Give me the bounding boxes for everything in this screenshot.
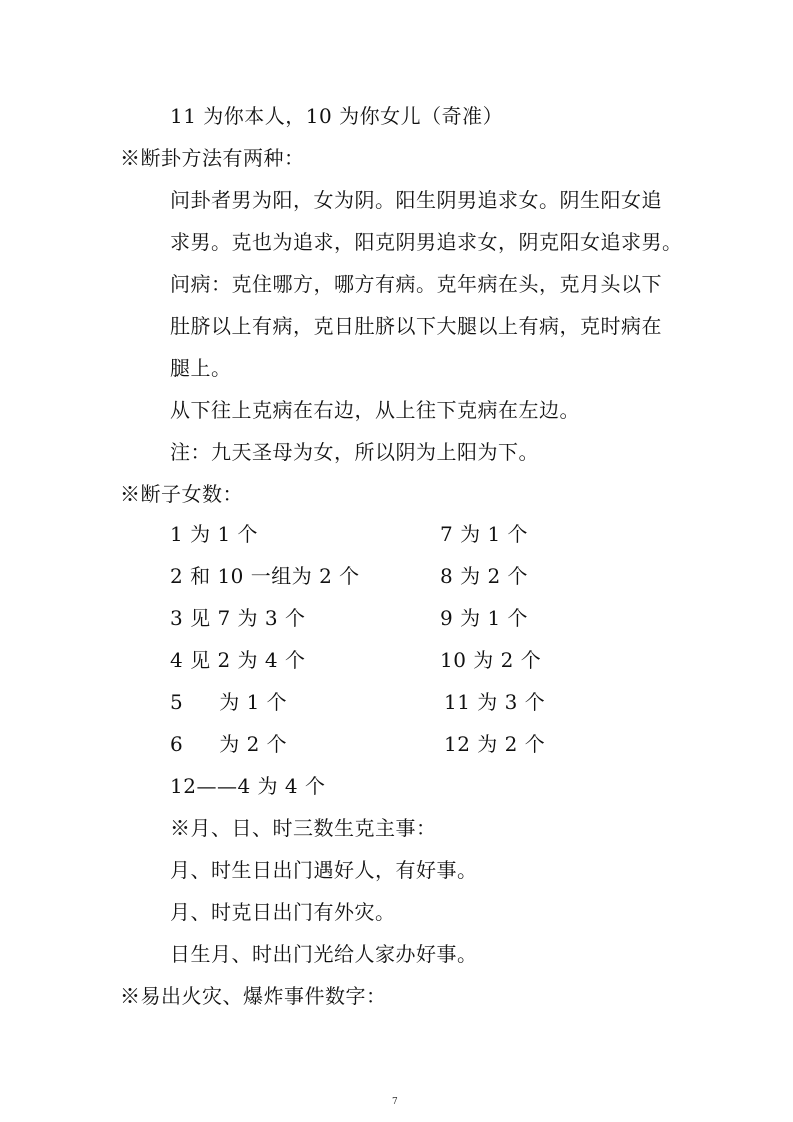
table-cell-number: 6 <box>170 732 184 756</box>
table-cell-text: 为 2 个 <box>219 732 288 756</box>
paragraph-line: 日生月、时出门光给人家办好事。 <box>170 942 478 966</box>
section-heading: ※断卦方法有两种： <box>120 146 305 170</box>
paragraph-line: 腿上。 <box>170 356 232 380</box>
paragraph-line: 从下往上克病在右边，从上往下克病在左边。 <box>170 398 580 422</box>
note-line: 注：九天圣母为女，所以阴为上阳为下。 <box>170 440 539 464</box>
section-heading: ※断子女数： <box>120 482 243 506</box>
table-cell-left: 2 和 10 一组为 2 个 <box>170 564 360 588</box>
table-cell-left <box>170 690 287 714</box>
table-cell-right: 12 为 2 个 <box>444 732 546 756</box>
table-cell-text: 为 1 个 <box>219 690 288 714</box>
paragraph-line: 肚脐以上有病，克日肚脐以下大腿以上有病，克时病在 <box>170 314 662 338</box>
paragraph-line: 问病：克住哪方，哪方有病。克年病在头，克月头以下 <box>170 272 662 296</box>
paragraph-line: 月、时生日出门遇好人，有好事。 <box>170 858 478 882</box>
table-cell-left: 1 为 1 个 <box>170 522 259 546</box>
page-number: 7 <box>392 1097 398 1107</box>
table-cell-right: 10 为 2 个 <box>440 648 542 672</box>
table-cell-left: 3 见 7 为 3 个 <box>170 606 306 630</box>
table-cell-right: 8 为 2 个 <box>440 564 529 588</box>
paragraph-line: 月、时克日出门有外灾。 <box>170 900 396 924</box>
table-cell-number: 5 <box>170 690 184 714</box>
table-cell-left <box>170 732 287 756</box>
section-heading: ※易出火灾、爆炸事件数字： <box>120 984 387 1008</box>
paragraph-line: 问卦者男为阳，女为阴。阳生阴男追求女。阴生阳女追 <box>170 188 662 212</box>
section-heading: ※月、日、时三数生克主事： <box>170 816 437 840</box>
text-line: 11 为你本人，10 为你女儿（奇准） <box>170 104 504 128</box>
table-cell-right: 9 为 1 个 <box>440 606 529 630</box>
table-cell-left: 4 见 2 为 4 个 <box>170 648 306 672</box>
table-cell-right: 11 为 3 个 <box>444 690 546 714</box>
table-cell-right: 7 为 1 个 <box>440 522 529 546</box>
paragraph-line: 求男。克也为追求，阳克阴男追求女，阴克阳女追求男。 <box>170 230 683 254</box>
table-extra-line: 12——4 为 4 个 <box>170 774 326 798</box>
